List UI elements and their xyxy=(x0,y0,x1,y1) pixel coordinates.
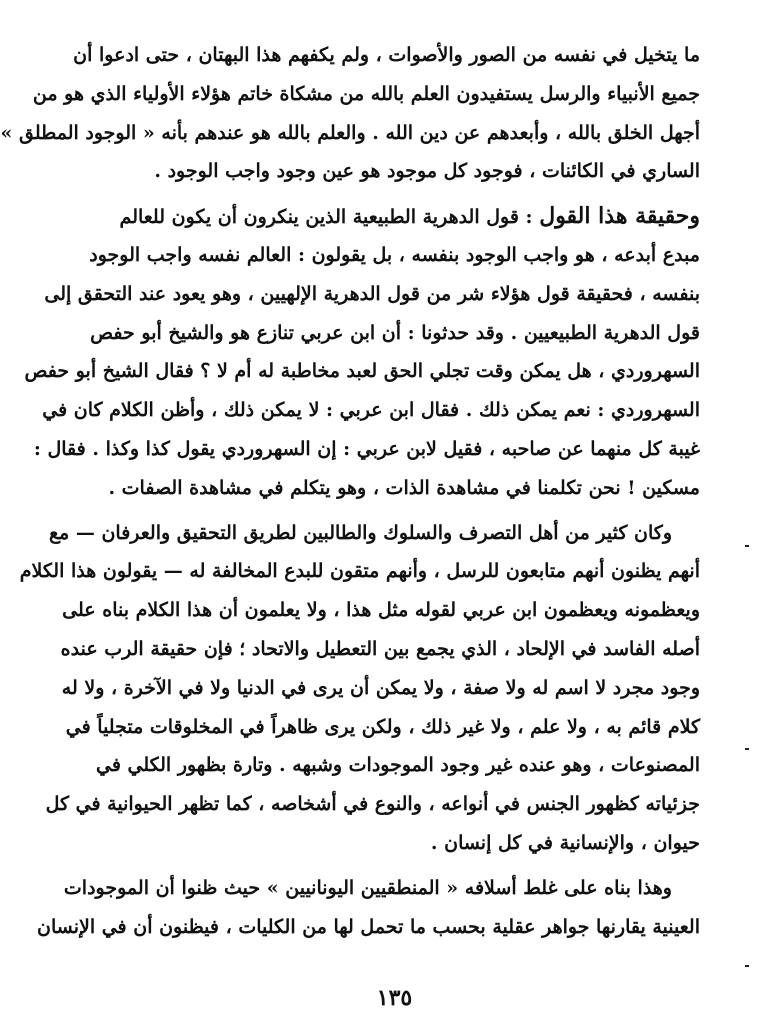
paragraph xyxy=(19,514,700,863)
text-line: حيوان ، والإنسانية في كل إنسان . xyxy=(430,831,700,854)
scan-mark xyxy=(745,965,749,967)
scan-mark xyxy=(745,545,749,547)
paragraph xyxy=(0,36,700,191)
text-line: ما يتخيل في نفسه من الصور والأصوات ، ولم يكفهم هذا البهتان ، حتى ادعوا أن xyxy=(73,44,700,66)
text-line: قول الدهرية الطبيعيين . وقد حدثونا : أن ابن عربي تنازع هو والشيخ أبو حفص xyxy=(90,321,700,344)
text-line: السهروردي : نعم يمكن ذلك . فقال ابن عربي : لا يمكن ذلك ، وأظن الكلام كان في xyxy=(42,399,700,422)
paragraph xyxy=(24,197,700,507)
text-line: غيبة كل منهما عن صاحبه ، فقيل لابن عربي : إن السهروردي يقول كذا وكذا . فقال : xyxy=(33,437,700,460)
page-number: ١٣٥ xyxy=(376,985,413,1011)
text-line: مبدع أبدعه ، هو واجب الوجود بنفسه ، بل يقولون : العالم نفسه واجب الوجود xyxy=(89,243,700,266)
text-line: أصله الفاسد في الإلحاد ، الذي يجمع بين التعطيل والاتحاد ؛ فإن حقيقة الرب عنده xyxy=(60,637,700,660)
paragraph xyxy=(37,869,700,947)
text-line: مسكين ! نحن تكلمنا في مشاهدة الذات ، وهو يتكلم في مشاهدة الصفات . xyxy=(108,476,700,499)
text-line: وجود مجرد لا اسم له ولا صفة ، ولا يمكن أن يرى في الدنيا ولا في الآخرة ، ولا له xyxy=(61,676,700,699)
text-line-rest: : قول الدهرية الطبيعية الذين ينكرون أن يكون للعالم xyxy=(119,206,533,229)
text-line: العينية يقارنها جواهر عقلية بحسب ما تحمل لها من الكليات ، فيظنون أن في الإنسان xyxy=(37,915,700,938)
text-line: الساري في الكائنات ، فوجود كل موجود هو عين وجود واجب الوجود . xyxy=(154,160,700,183)
text-line: بنفسه ، فحقيقة قول هؤلاء شر من قول الدهرية الإلهيين ، وهو يعود عند التحقق إلى xyxy=(44,282,700,305)
page-body xyxy=(0,36,700,946)
text-line: وهذا بناه على غلط أسلافه « المنطقيين اليونانيين » حيث ظنوا أن الموجودات xyxy=(63,876,672,899)
text-line: جميع الأنبياء والرسل يستفيدون العلم بالله من مشكاة خاتم هؤلاء الأولياء الذي هو من xyxy=(32,82,700,105)
scan-mark xyxy=(745,748,749,750)
text-line: أنهم يظنون أنهم متابعون للرسل ، وأنهم متقون للبدع المخالفة له — يقولون هذا الكلام xyxy=(19,560,700,583)
text-line: وكان كثير من أهل التصرف والسلوك والطالبين لطريق التحقيق والعرفان — مع xyxy=(48,521,672,544)
text-line: ويعظمونه ويعظمون ابن عربي لقوله مثل هذا ، ولا يعلمون أن هذا الكلام بناه على xyxy=(62,599,700,622)
text-line: كلام قائم به ، ولا علم ، ولا غير ذلك ، ولكن يرى ظاهراً في المخلوقات متجلياً في xyxy=(65,715,700,738)
text-line: المصنوعات ، وهو عنده غير وجود الموجودات وشبهه . وتارة بظهور الكلي في xyxy=(95,754,700,777)
paragraph-lead-heading: وحقيقة هذا القول xyxy=(539,203,700,230)
text-line: السهروردي ، هل يمكن وقت تجلي الحق لعبد مخاطبة له أم لا ؟ فقال الشيخ أبو حفص xyxy=(24,360,700,383)
text-line xyxy=(90,197,700,236)
text-line: أجهل الخلق بالله ، وأبعدهم عن دين الله . والعلم بالله هو عندهم بأنه « الوجود المطلق » xyxy=(0,121,700,144)
text-line: جزئياته كظهور الجنس في أنواعه ، والنوع في أشخاصه ، كما تظهر الحيوانية في كل xyxy=(45,793,700,816)
